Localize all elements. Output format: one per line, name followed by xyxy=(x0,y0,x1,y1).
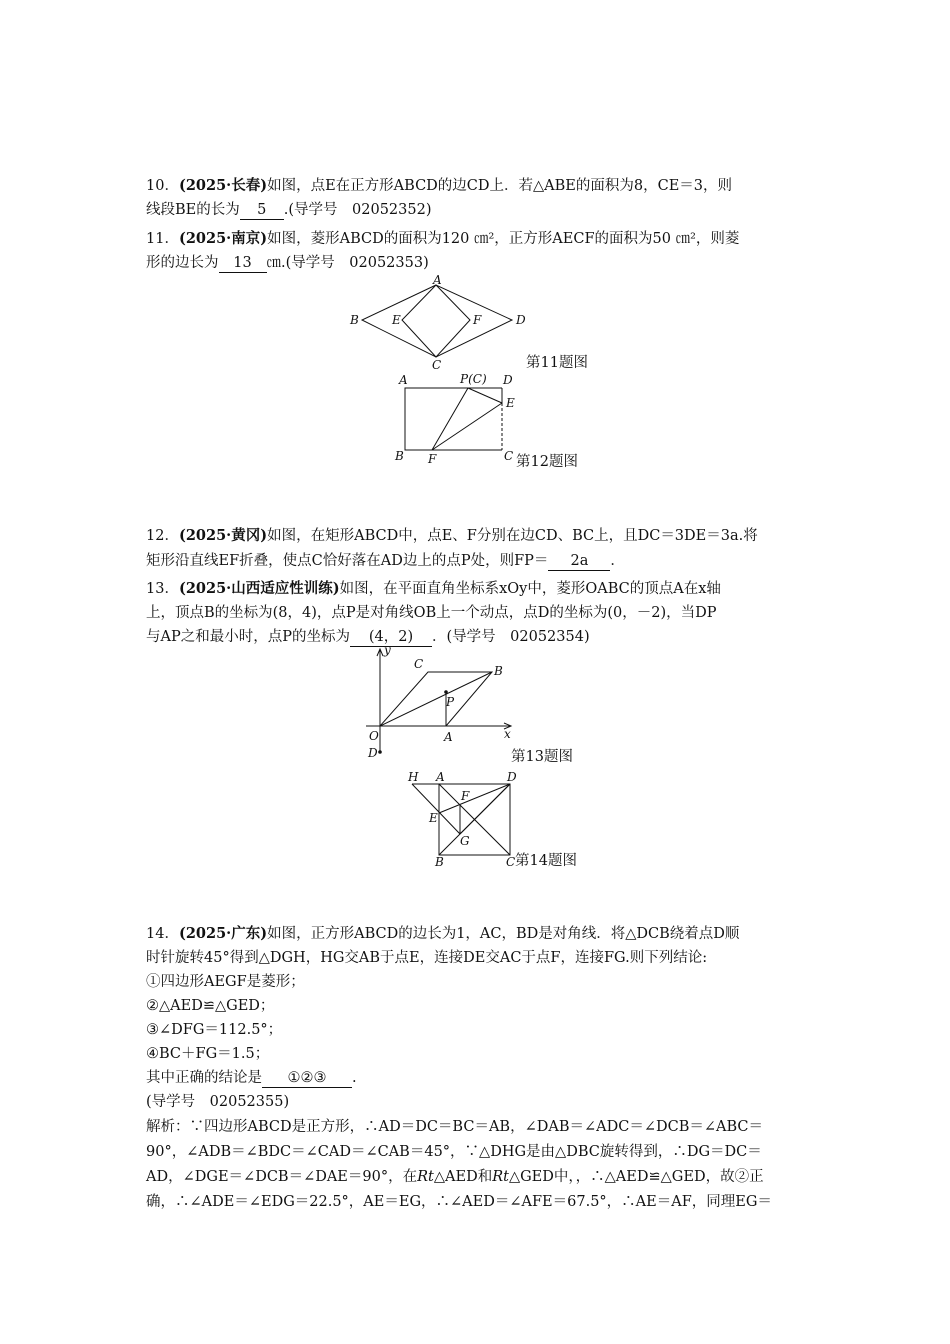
q12-source: (2025·黄冈) xyxy=(178,527,268,544)
q10-number: 10． xyxy=(146,178,179,194)
q13-line2 xyxy=(146,603,717,623)
fig13-point-P xyxy=(444,690,448,694)
q10-text2b: .(导学号 02052352) xyxy=(283,202,432,218)
figure-13 xyxy=(360,644,520,764)
q14-solution-2: 90°，∠ADB＝∠BDC＝∠CAD＝∠CAB＝45°，∵△DHG是由△DBC旋转得到，∴DG＝DC＝ xyxy=(146,1144,762,1160)
fig12-rect-solid xyxy=(405,388,502,450)
q12-text2b: ． xyxy=(610,553,625,569)
q10-line1 xyxy=(146,176,732,196)
fig14-label-E: E xyxy=(429,811,438,825)
q14-line2 xyxy=(146,948,707,968)
q10-answer: 5 xyxy=(240,202,284,220)
fig14-line-HG xyxy=(412,784,460,834)
fig11-caption: 第11题图 xyxy=(526,355,588,371)
q12-line1 xyxy=(146,526,758,546)
q11-number: 11． xyxy=(146,231,179,247)
q14-line1 xyxy=(146,924,739,944)
q14-conclusion xyxy=(146,1068,357,1088)
fig13-label-x: x xyxy=(504,727,511,741)
fig11-label-A: A xyxy=(433,273,442,287)
fig11-label-B: B xyxy=(350,313,359,327)
q14-number: 14． xyxy=(146,926,179,942)
q13-text3b: ．(导学号 02052354) xyxy=(431,629,590,645)
fig14-label-G: G xyxy=(460,834,470,848)
q14-sol3c: △GED中，，∴△AED≌△GED，故②正 xyxy=(508,1169,764,1185)
q14-concl-b: . xyxy=(352,1070,357,1086)
q13-line1 xyxy=(146,579,721,599)
q11-answer: 13 xyxy=(219,255,267,273)
q14-answer: ①②③ xyxy=(262,1070,352,1088)
fig12-line-EF xyxy=(432,403,502,450)
q11-line2 xyxy=(146,253,429,273)
fig11-label-C: C xyxy=(432,358,442,372)
fig13-label-A: A xyxy=(444,730,453,744)
fig13-label-O: O xyxy=(369,729,379,743)
fig12-label-B: B xyxy=(395,449,404,463)
fig13-diagonal-OB xyxy=(380,672,492,726)
q10-text1: 如图，点E在正方形ABCD的边CD上．若△ABE的面积为8，CE＝3，则 xyxy=(267,178,733,194)
q13-source: (2025·山西适应性训练) xyxy=(178,580,340,597)
q14-item-3: ③∠DFG＝112.5°； xyxy=(146,1022,283,1038)
fig11-rhombus xyxy=(362,285,512,357)
q14-concl-a: 其中正确的结论是 xyxy=(146,1070,262,1086)
q14-guide-number: (导学号 02052355) xyxy=(146,1094,290,1110)
q11-text2b: ㎝.(导学号 02052353) xyxy=(266,255,429,271)
q12-text2a: 矩形沿直线EF折叠，使点C恰好落在AD边上的点P处，则FP＝ xyxy=(146,553,549,569)
q12-text1: 如图，在矩形ABCD中，点E、F分别在边CD、BC上，且DC＝3DE＝3a.将 xyxy=(267,528,758,544)
fig14-label-A: A xyxy=(436,770,445,784)
q14-item-2: ②△AED≌△GED； xyxy=(146,998,275,1014)
fig14-caption: 第14题图 xyxy=(515,853,577,869)
fig14-label-D: D xyxy=(507,770,517,784)
fig14-label-B: B xyxy=(435,855,444,869)
fig12-label-C: C xyxy=(504,449,514,463)
figure-11 xyxy=(340,273,540,372)
q14-rt-2: Rt xyxy=(492,1169,509,1185)
q13-text3a: 与AP之和最小时，点P的坐标为 xyxy=(146,629,350,645)
fig12-label-D: D xyxy=(503,373,513,387)
fig13-label-C: C xyxy=(414,657,424,671)
fig13-label-P: P xyxy=(446,695,455,709)
fig11-label-D: D xyxy=(516,313,526,327)
fig14-label-H: H xyxy=(408,770,419,784)
q14-text2: 时针旋转45°得到△DGH，HG交AB于点E，连接DE交AC于点F，连接FG.则下列结论: xyxy=(146,950,708,966)
q14-solution-4: 确，∴∠ADE＝∠EDG＝22.5°，AE＝EG，∴∠AED＝∠AFE＝67.5°，∴AE＝AF，同理EG＝ xyxy=(146,1194,772,1210)
fig12-line-PF xyxy=(432,388,468,450)
q10-source: (2025·长春) xyxy=(178,177,268,194)
q11-text1: 如图，菱形ABCD的面积为120 ㎝²，正方形AECF的面积为50 ㎝²，则菱 xyxy=(267,231,740,247)
fig12-label-A: A xyxy=(399,373,408,387)
q11-source: (2025·南京) xyxy=(178,230,268,247)
figure-12 xyxy=(392,370,522,466)
q14-sol3b: △AED和 xyxy=(433,1169,493,1185)
q14-item-4: ④BC＋FG＝1.5； xyxy=(146,1046,270,1062)
q12-number: 12． xyxy=(146,528,179,544)
fig12-caption: 第12题图 xyxy=(516,454,578,470)
q14-source: (2025·广东) xyxy=(178,925,268,942)
fig13-label-B: B xyxy=(494,664,503,678)
figure-14 xyxy=(404,768,520,868)
q14-solution-3 xyxy=(146,1167,764,1187)
q11-line1 xyxy=(146,229,739,249)
fig13-label-y: y xyxy=(384,643,391,657)
fig14-label-C: C xyxy=(506,855,516,869)
q14-item-1: ①四边形AEGF是菱形； xyxy=(146,974,305,990)
fig13-caption: 第13题图 xyxy=(511,749,573,765)
fig12-label-PC: P(C) xyxy=(460,372,487,386)
q10-text2a: 线段BE的长为 xyxy=(146,202,240,218)
q14-rt-1: Rt xyxy=(417,1169,434,1185)
fig11-label-E: E xyxy=(392,313,401,327)
fig13-label-D: D xyxy=(368,746,378,760)
q13-answer: (4，2) xyxy=(350,629,432,647)
fig13-point-D xyxy=(378,750,382,754)
q12-line2 xyxy=(146,551,625,571)
fig12-label-F: F xyxy=(428,452,437,466)
fig14-label-F: F xyxy=(461,789,470,803)
fig12-line-PE xyxy=(468,388,502,403)
q14-solution-1: 解析：∵四边形ABCD是正方形，∴AD＝DC＝BC＝AB，∠DAB＝∠ADC＝∠DCB＝∠ABC＝ xyxy=(146,1119,763,1135)
q11-text2a: 形的边长为 xyxy=(146,255,219,271)
q14-text1: 如图，正方形ABCD的边长为1，AC，BD是对角线．将△DCB绕着点D顺 xyxy=(267,926,740,942)
q14-sol3a: AD，∠DGE＝∠DCB＝∠DAE＝90°，在 xyxy=(146,1169,418,1185)
q13-text2: 上，顶点B的坐标为(8，4)，点P是对角线OB上一个动点，点D的坐标为(0，－2)，当DP xyxy=(146,605,717,621)
fig11-label-F: F xyxy=(473,313,482,327)
q13-text1: 如图，在平面直角坐标系xOy中，菱形OABC的顶点A在x轴 xyxy=(339,581,721,597)
fig14-line-DE xyxy=(439,784,510,813)
q12-answer: 2a xyxy=(548,553,610,571)
q10-line2 xyxy=(146,200,431,220)
q13-number: 13． xyxy=(146,581,179,597)
fig12-label-E: E xyxy=(506,396,515,410)
